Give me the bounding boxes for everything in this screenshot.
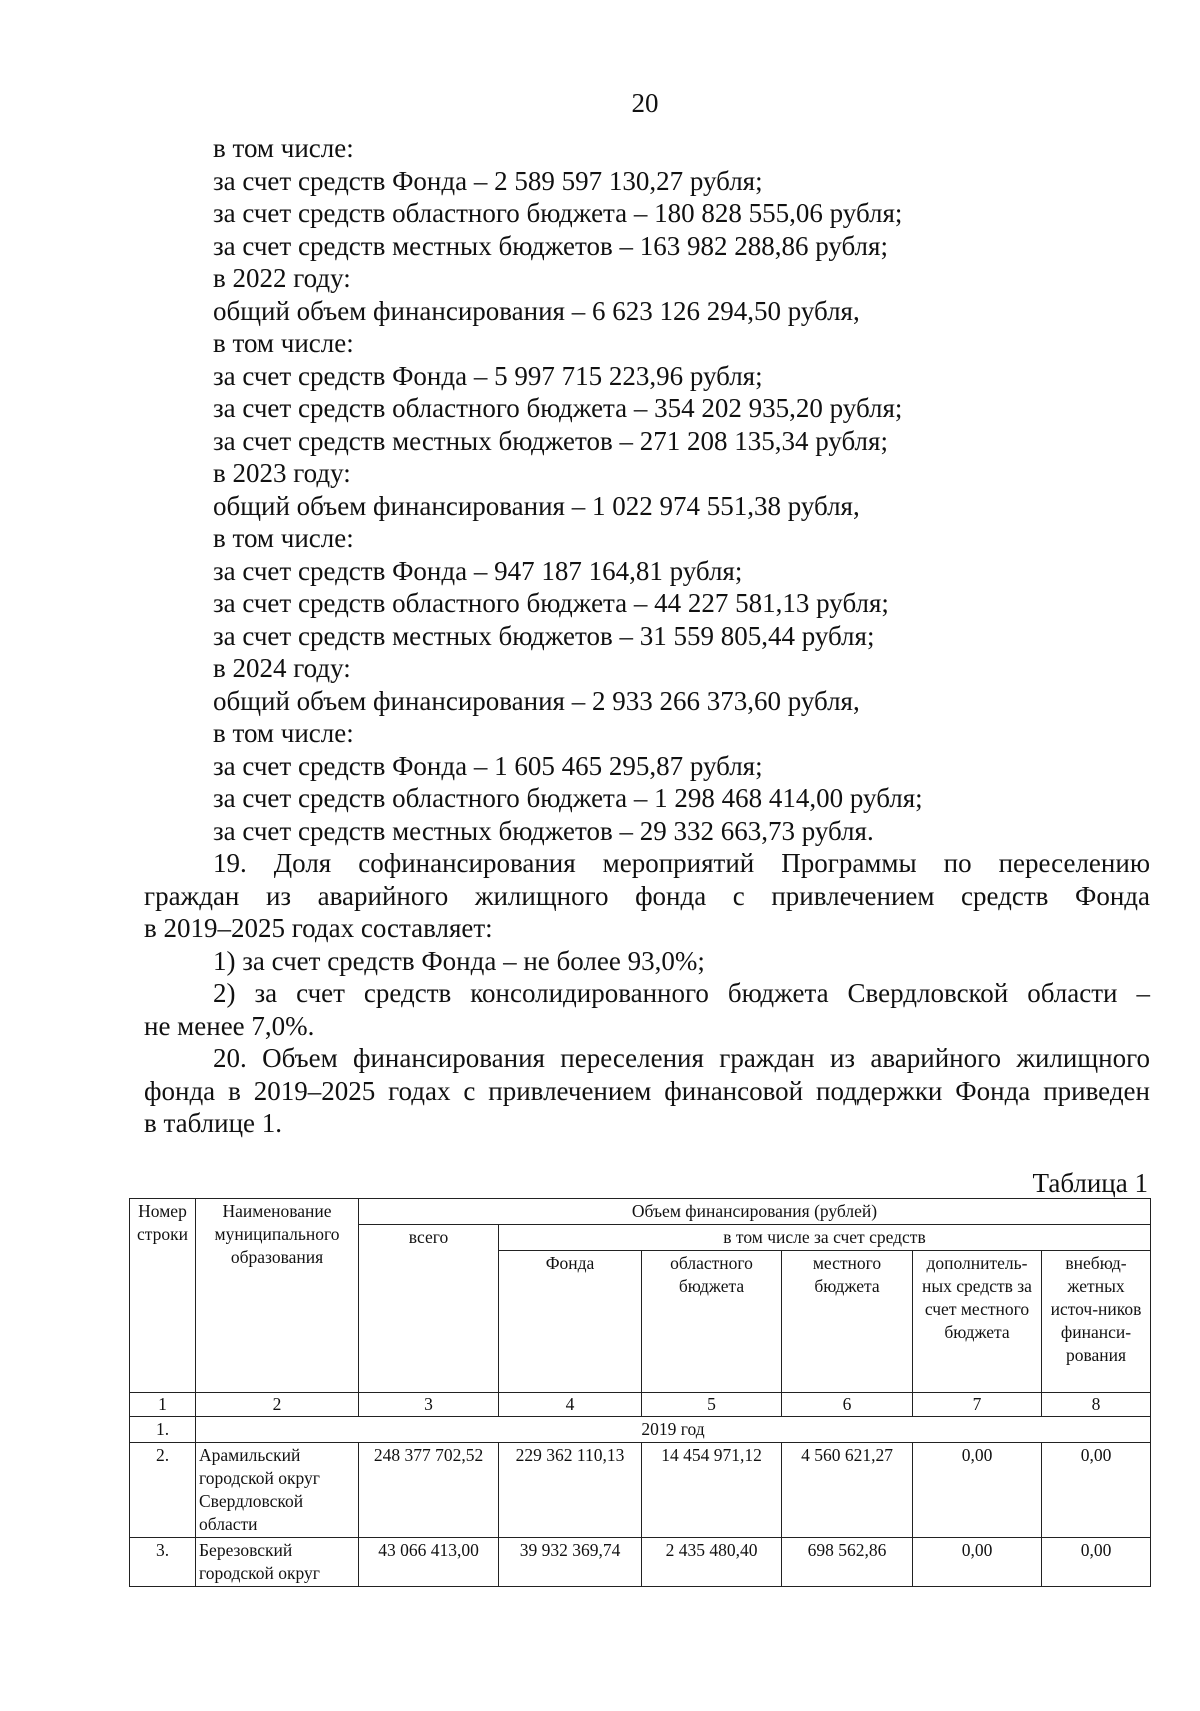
header-additional-local: дополнитель-ных средств за счет местного бюджета <box>913 1251 1042 1393</box>
column-number: 3 <box>359 1393 499 1417</box>
text-line: общий объем финансирования – 1 022 974 551,38 рубля, <box>213 490 860 521</box>
header-municipality: Наименование муниципального образования <box>196 1199 359 1393</box>
financing-table <box>129 1198 1151 1587</box>
value-fund: 229 362 110,13 <box>499 1443 642 1538</box>
header-including: в том числе за счет средств <box>499 1225 1151 1251</box>
value-additional-local: 0,00 <box>913 1443 1042 1538</box>
table-row <box>130 1538 1151 1587</box>
column-number: 6 <box>782 1393 913 1417</box>
header-fund: Фонда <box>499 1251 642 1393</box>
paragraph-line: в таблице 1. <box>144 1108 283 1138</box>
text-line: за счет средств областного бюджета – 1 298 468 414,00 рубля; <box>213 783 923 813</box>
paragraph-item: 1) за счет средств Фонда – не более 93,0%; <box>213 945 705 976</box>
paragraph-line: 20. Объем финансирования переселения граждан из аварийного жилищного <box>213 1043 1150 1073</box>
row-number: 2. <box>130 1443 196 1538</box>
value-regional: 2 435 480,40 <box>642 1538 782 1587</box>
value-fund: 39 932 369,74 <box>499 1538 642 1587</box>
paragraph-line: фонда в 2019–2025 годах с привлечением финансовой поддержки Фонда приведен <box>144 1075 1150 1106</box>
page-number: 20 <box>631 88 659 118</box>
municipality-name: Арамильский городской округ Свердловской области <box>196 1443 359 1538</box>
value-local: 698 562,86 <box>782 1538 913 1587</box>
paragraph-item: 2) за счет средств консолидированного бюджета Свердловской области – <box>213 978 1150 1008</box>
row-number: 3. <box>130 1538 196 1587</box>
text-line: за счет средств местных бюджетов – 271 208 135,34 рубля; <box>213 425 888 456</box>
header-local: местного бюджета <box>782 1251 913 1393</box>
text-line: за счет средств местных бюджетов – 31 559 805,44 рубля; <box>213 620 875 651</box>
header-regional: областного бюджета <box>642 1251 782 1393</box>
text-line: в 2024 году: <box>213 653 351 683</box>
table-row <box>130 1443 1151 1538</box>
section-year: 2019 год <box>196 1417 1151 1443</box>
column-number: 7 <box>913 1393 1042 1417</box>
text-line: за счет средств местных бюджетов – 29 332 663,73 рубля. <box>213 815 874 846</box>
text-line: за счет средств областного бюджета – 44 227 581,13 рубля; <box>213 588 889 618</box>
paragraph-line: не менее 7,0%. <box>144 1010 315 1041</box>
column-number: 1 <box>130 1393 196 1417</box>
text-line: общий объем финансирования – 6 623 126 294,50 рубля, <box>213 295 860 326</box>
text-line: в том числе: <box>213 523 354 553</box>
text-line: за счет средств областного бюджета – 180 828 555,06 рубля; <box>213 198 903 228</box>
column-number: 8 <box>1042 1393 1151 1417</box>
text-line: за счет средств областного бюджета – 354 202 935,20 рубля; <box>213 393 903 423</box>
table-row <box>130 1417 1151 1443</box>
value-total: 248 377 702,52 <box>359 1443 499 1538</box>
text-line: в 2022 году: <box>213 263 351 293</box>
paragraph-line: граждан из аварийного жилищного фонда с привлечением средств Фонда <box>144 880 1150 911</box>
text-line: в том числе: <box>213 718 354 748</box>
header-row-number: Номер строки <box>130 1199 196 1393</box>
text-line: за счет средств местных бюджетов – 163 982 288,86 рубля; <box>213 230 888 261</box>
value-extrabudgetary: 0,00 <box>1042 1538 1151 1587</box>
column-number: 2 <box>196 1393 359 1417</box>
table-caption: Таблица 1 <box>1032 1168 1148 1198</box>
financing-lines <box>213 132 1053 847</box>
text-line: за счет средств Фонда – 1 605 465 295,87 рубля; <box>213 750 763 781</box>
value-regional: 14 454 971,12 <box>642 1443 782 1538</box>
column-numbers-row <box>130 1393 1151 1417</box>
paragraph-line: 19. Доля софинансирования мероприятий Программы по переселению <box>213 848 1150 878</box>
text-line: в том числе: <box>213 133 354 163</box>
value-extrabudgetary: 0,00 <box>1042 1443 1151 1538</box>
column-number: 5 <box>642 1393 782 1417</box>
value-total: 43 066 413,00 <box>359 1538 499 1587</box>
paragraph-line: в 2019–2025 годах составляет: <box>144 913 493 943</box>
header-volume: Объем финансирования (рублей) <box>359 1199 1151 1225</box>
header-total: всего <box>359 1225 499 1393</box>
text-line: за счет средств Фонда – 947 187 164,81 рубля; <box>213 555 743 586</box>
text-line: общий объем финансирования – 2 933 266 373,60 рубля, <box>213 685 860 716</box>
text-line: за счет средств Фонда – 2 589 597 130,27 рубля; <box>213 165 763 196</box>
text-line: в 2023 году: <box>213 458 351 488</box>
column-number: 4 <box>499 1393 642 1417</box>
municipality-name: Березовский городской округ <box>196 1538 359 1587</box>
header-extrabudgetary: внебюд-жетных источ-ников финанси-рования <box>1042 1251 1151 1393</box>
paragraph-19 <box>144 847 1150 1042</box>
row-number: 1. <box>130 1417 196 1443</box>
value-local: 4 560 621,27 <box>782 1443 913 1538</box>
value-additional-local: 0,00 <box>913 1538 1042 1587</box>
paragraph-20 <box>144 1042 1150 1140</box>
text-line: в том числе: <box>213 328 354 358</box>
text-line: за счет средств Фонда – 5 997 715 223,96 рубля; <box>213 360 763 391</box>
